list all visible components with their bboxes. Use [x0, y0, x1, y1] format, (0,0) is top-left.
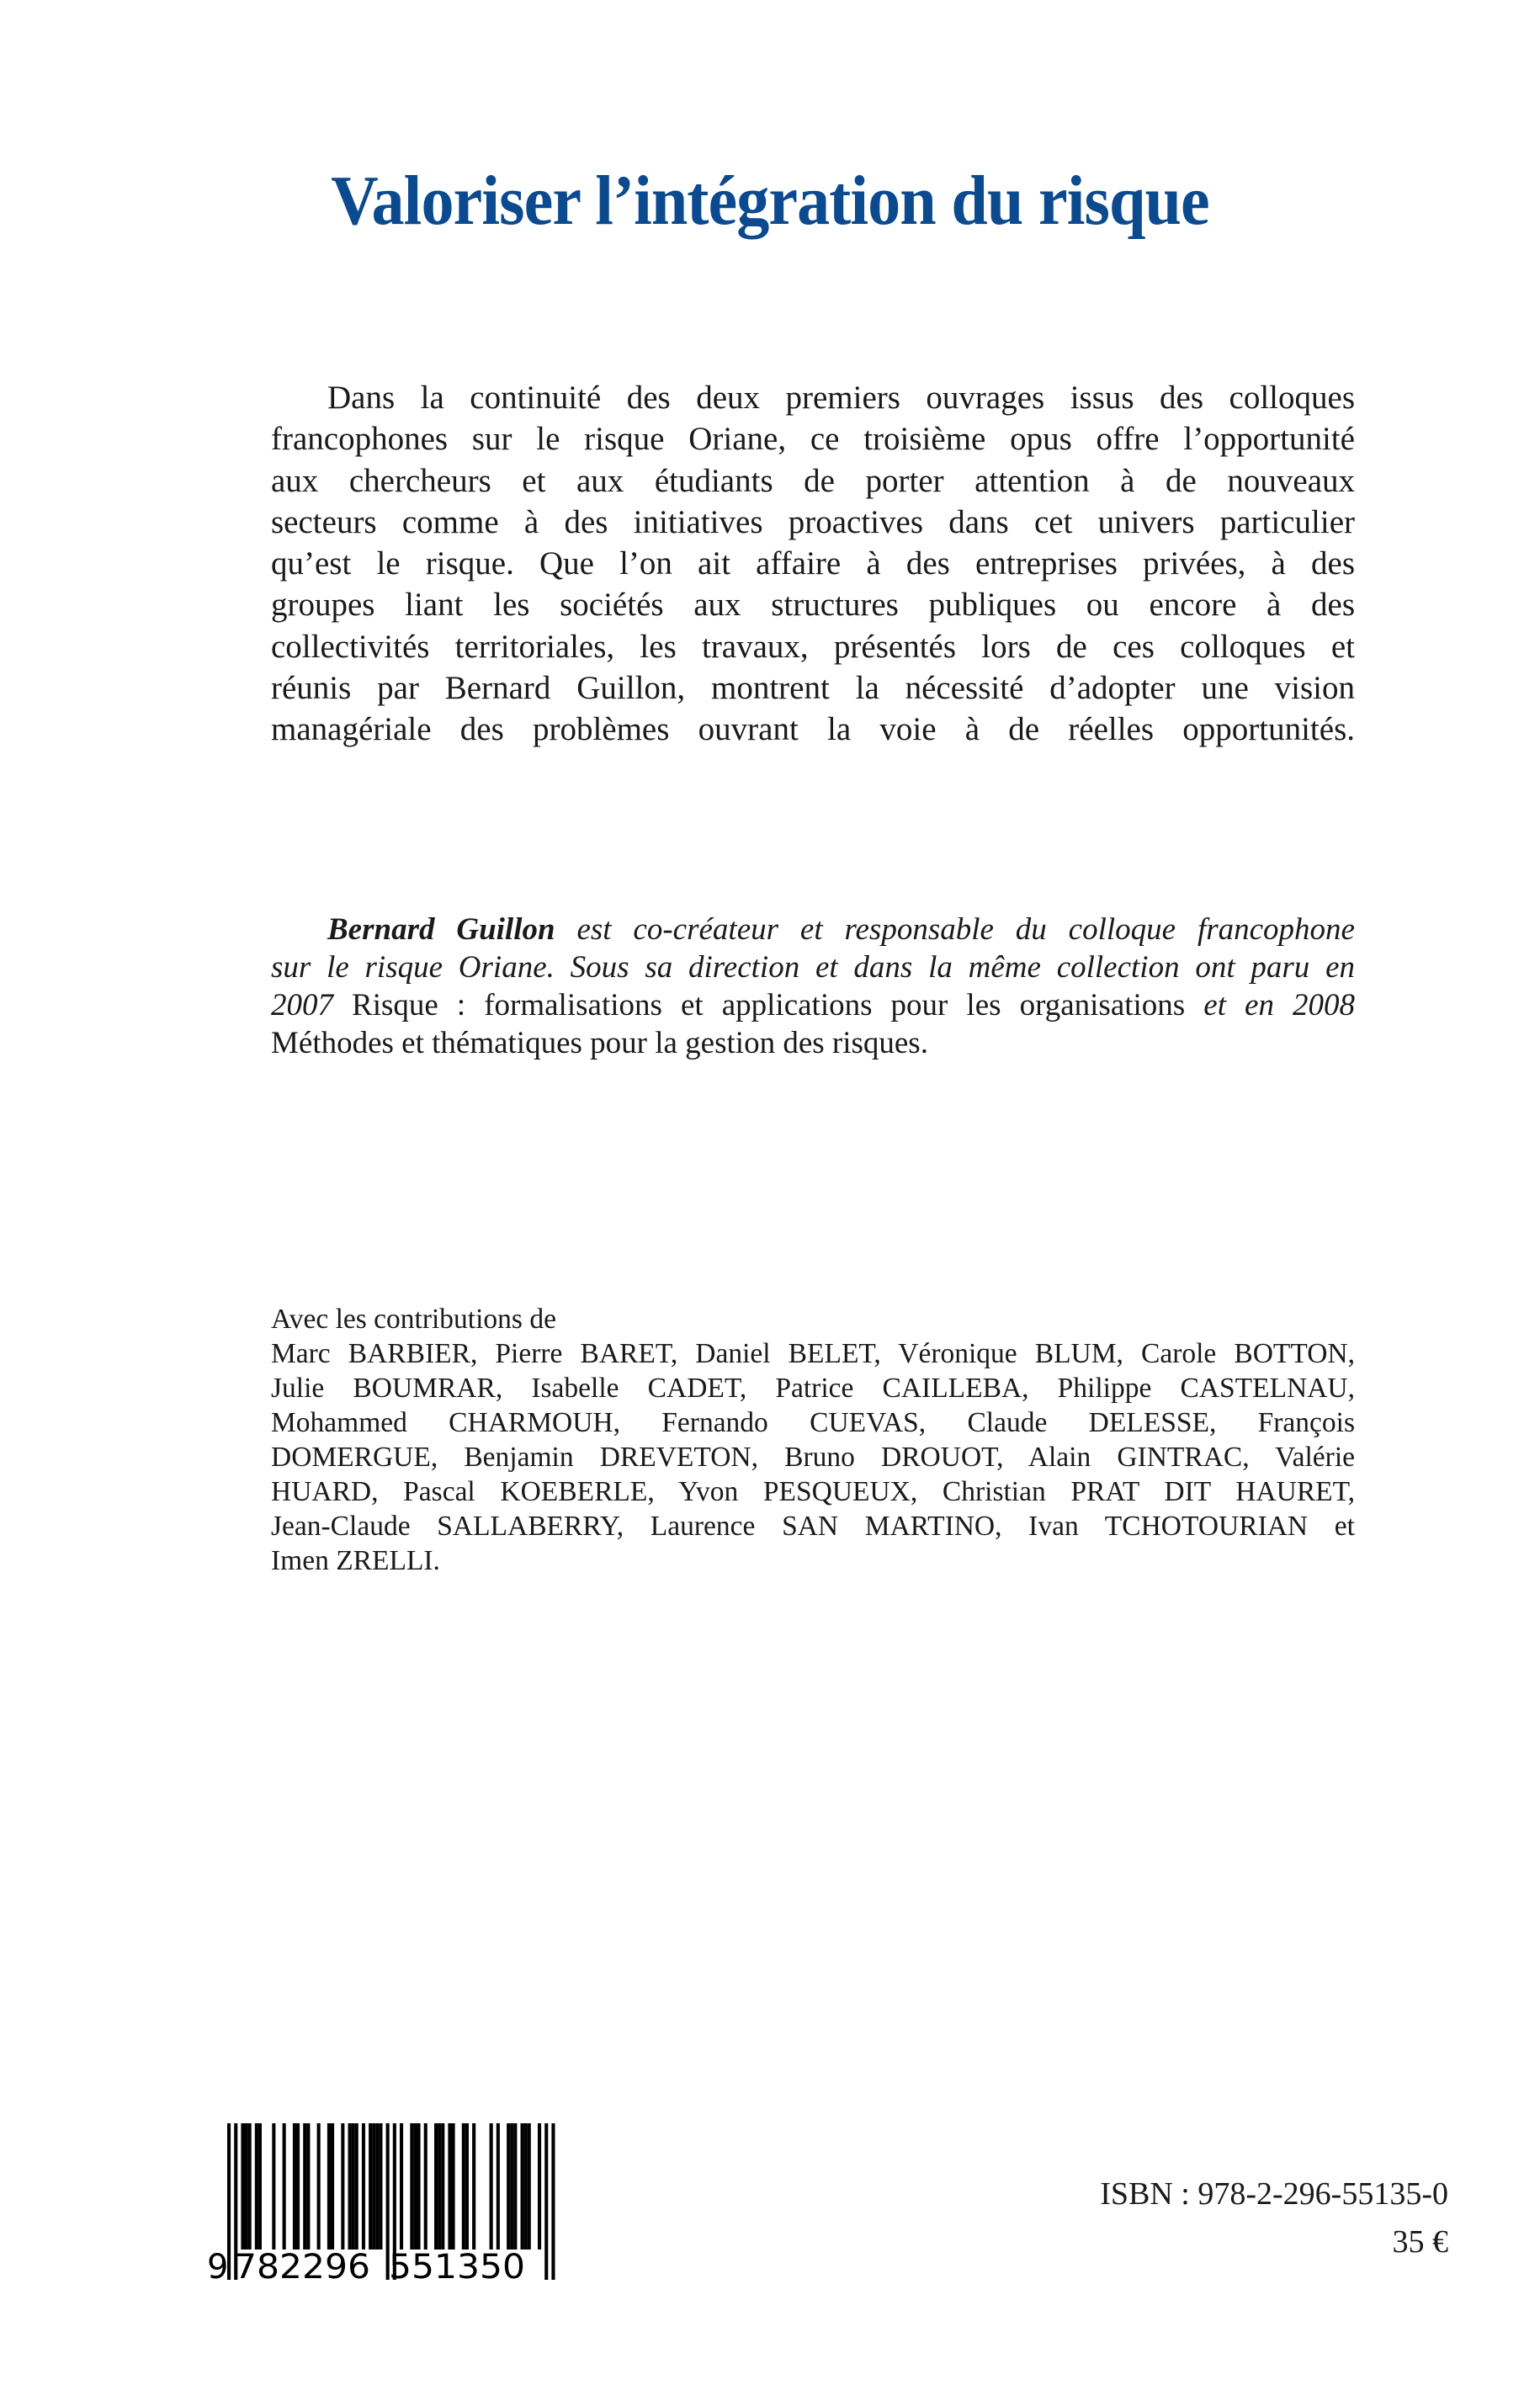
barcode-bar: [303, 2123, 306, 2250]
barcode-bar: [551, 2123, 555, 2280]
contributors-line: Jean-Claude SALLABERRY, Laurence SAN MARTINO, Ivan TCHOTOURIAN et: [271, 1511, 1355, 1542]
barcode-bar: [372, 2123, 375, 2250]
barcode-bar: [513, 2123, 517, 2250]
contributors-line: HUARD, Pascal KOEBERLE, Yvon PESQUEUX, Christian PRAT DIT HAURET,: [271, 1476, 1355, 1507]
barcode-bar: [417, 2123, 421, 2250]
barcode-bar: [452, 2123, 455, 2250]
barcode-bar: [331, 2123, 334, 2250]
barcode-digits-right: 551350: [389, 2248, 525, 2285]
barcode-bar: [255, 2123, 258, 2250]
bio-line: [271, 986, 1355, 1024]
book-title-ref: Méthodes et thématiques pour la gestion des risques.: [271, 1026, 928, 1060]
barcode-bar: [434, 2123, 438, 2250]
barcode-bar: [348, 2123, 352, 2250]
contributors-line: Marc BARBIER, Pierre BARET, Daniel BELET, Véronique BLUM, Carole BOTTON,: [271, 1338, 1355, 1369]
barcode-bar: [248, 2123, 252, 2250]
summary-line: Dans la continuité des deux premiers ouvrages issus des colloques: [327, 380, 1355, 416]
barcode-bar: [528, 2123, 531, 2250]
book-title-ref: Risque : formalisations et applications pour les organisations: [333, 988, 1186, 1023]
summary-line: réunis par Bernard Guillon, montrent la nécessité d’adopter une vision: [271, 670, 1355, 707]
barcode-bar: [497, 2123, 500, 2250]
barcode-bar: [317, 2123, 321, 2250]
barcode-bar: [352, 2123, 355, 2250]
author-name: Bernard Guillon: [327, 912, 555, 947]
barcode-bar: [362, 2123, 365, 2250]
barcode-bar: [341, 2123, 344, 2250]
summary-line: francophones sur le risque Oriane, ce troisième opus offre l’opportunité: [271, 421, 1355, 458]
barcode-bar: [258, 2123, 262, 2250]
barcode-bar: [544, 2123, 548, 2280]
summary-line: groupes liant les sociétés aux structures publiques ou encore à des: [271, 587, 1355, 624]
barcode-bar: [400, 2123, 403, 2250]
barcode-bar: [306, 2123, 310, 2250]
summary-paragraph: [271, 377, 1355, 751]
barcode-bar: [413, 2123, 417, 2250]
bio-line: [271, 911, 1355, 948]
barcode-bar: [472, 2123, 475, 2250]
barcode-bar: [327, 2123, 331, 2250]
book-title: Valoriser l’intégration du risque: [331, 162, 1209, 240]
contributors-line: Imen ZRELLI.: [271, 1545, 440, 1576]
summary-line: aux chercheurs et aux étudiants de porter attention à de nouveaux: [271, 462, 1355, 499]
summary-line: qu’est le risque. Que l’on ait affaire à des entreprises privées, à des: [271, 545, 1355, 582]
barcode-bar: [293, 2123, 296, 2250]
contributors-intro: Avec les contributions de: [271, 1304, 556, 1335]
barcode-digit-first: 9: [207, 2248, 229, 2285]
barcode-bar: [441, 2123, 444, 2250]
barcode: [202, 2117, 555, 2285]
contributors-line: Mohammed CHARMOUH, Fernando CUEVAS, Claude DELESSE, François: [271, 1407, 1355, 1438]
summary-line: secteurs comme à des initiatives proactives dans cet univers particulier: [271, 503, 1355, 540]
barcode-digits-left: 782296: [234, 2248, 370, 2285]
bio-year: 2007: [271, 988, 333, 1023]
barcode-bar: [462, 2123, 465, 2250]
barcode-bar: [241, 2123, 244, 2250]
barcode-bar: [465, 2123, 469, 2250]
barcode-bar: [524, 2123, 528, 2250]
barcode-bar: [272, 2123, 275, 2250]
barcode-bar: [538, 2123, 541, 2250]
contributors-line: Julie BOUMRAR, Isabelle CADET, Patrice CAILLEBA, Philippe CASTELNAU,: [271, 1373, 1355, 1404]
contributors: [271, 1302, 1355, 1578]
bio-text: est co-créateur et responsable du colloque francophone: [555, 912, 1355, 947]
price: 35 €: [1392, 2224, 1448, 2260]
barcode-bar: [510, 2123, 513, 2250]
barcode-bar: [283, 2123, 286, 2250]
isbn: ISBN : 978-2-296-55135-0: [1100, 2176, 1448, 2212]
barcode-bar: [438, 2123, 441, 2250]
barcode-bar: [369, 2123, 372, 2250]
summary-line: collectivités territoriales, les travaux, présentés lors de ces colloques et: [271, 628, 1355, 665]
barcode-bar: [410, 2123, 413, 2250]
barcode-bar: [521, 2123, 524, 2250]
summary-line: managériale des problèmes ouvrant la voie à de réelles opportunités.: [271, 711, 1355, 748]
bio-text: et en 2008: [1185, 988, 1356, 1023]
bio-line: sur le risque Oriane. Sous sa direction et dans la même collection ont paru en: [271, 950, 1355, 985]
barcode-bar: [245, 2123, 248, 2250]
barcode-bar: [448, 2123, 451, 2250]
barcode-bar: [490, 2123, 493, 2250]
barcode-bar: [379, 2123, 382, 2250]
author-bio: [271, 911, 1355, 1062]
barcode-bar: [507, 2123, 510, 2250]
barcode-bar: [355, 2123, 358, 2250]
contributors-line: DOMERGUE, Benjamin DREVETON, Bruno DROUOT, Alain GINTRAC, Valérie: [271, 1442, 1355, 1473]
barcode-bar: [375, 2123, 379, 2250]
barcode-bar: [296, 2123, 300, 2250]
barcode-bar: [424, 2123, 427, 2250]
